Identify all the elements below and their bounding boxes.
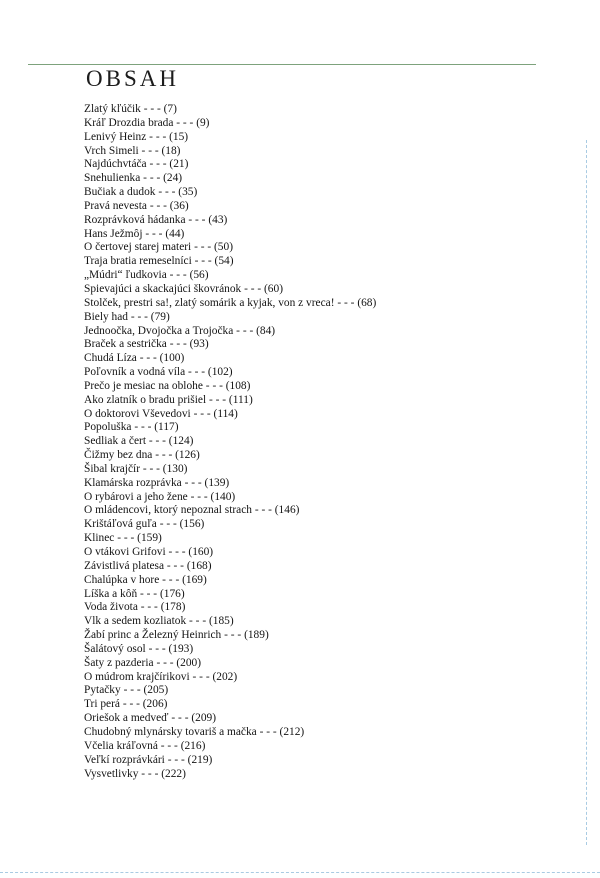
toc-entry-title: Snehulienka	[84, 172, 141, 185]
toc-entry-page: (126)	[175, 449, 200, 462]
toc-entry-title: Šalátový osol	[84, 642, 146, 655]
toc-entry-separator: - - -	[224, 629, 242, 642]
toc-entry-title: Lenivý Heinz	[84, 130, 147, 143]
toc-entry-separator: - - -	[205, 379, 223, 392]
toc-entry-title: Kráľ Drozdia brada	[84, 116, 174, 129]
toc-entry	[84, 103, 376, 117]
toc-entry-title: Žabí princ a Železný Heinrich	[84, 629, 222, 642]
toc-entry	[84, 297, 376, 311]
toc-entry-page: (189)	[244, 629, 269, 642]
toc-entry	[84, 269, 376, 283]
toc-entry-page: (102)	[207, 366, 233, 379]
toc-entry-separator: - - -	[140, 587, 158, 600]
toc-entry-page: (202)	[212, 670, 238, 683]
toc-entry	[84, 145, 376, 159]
toc-entry	[84, 338, 376, 352]
toc-entry-title: O čertovej starej materi	[84, 241, 192, 254]
toc-entry	[84, 504, 376, 518]
toc-entry-page: (222)	[161, 767, 186, 780]
toc-entry-title: Voda života	[84, 601, 138, 614]
toc-entry-page: (205)	[143, 684, 169, 697]
toc-entry-separator: - - -	[194, 255, 212, 268]
toc-entry-separator: - - -	[134, 421, 152, 434]
toc-entry-title: Chudá Líza	[84, 352, 137, 365]
toc-entry-title: Oriešok a medveď	[84, 712, 169, 725]
toc-entry-page: (219)	[187, 753, 213, 766]
toc-entry-title: O mládencovi, ktorý nepoznal strach	[84, 504, 252, 517]
toc-entry-page: (156)	[179, 518, 205, 531]
toc-entry	[84, 228, 376, 242]
toc-entry-separator: - - -	[171, 712, 189, 725]
toc-entry-separator: - - -	[169, 338, 187, 351]
toc-entry	[84, 491, 376, 505]
toc-entry	[84, 726, 376, 740]
toc-entry	[84, 574, 376, 588]
toc-entry-separator: - - -	[148, 435, 166, 448]
toc-entry-title: Prečo je mesiac na oblohe	[84, 379, 203, 392]
toc-entry-separator: - - -	[141, 767, 159, 780]
toc-entry	[84, 421, 376, 435]
toc-entry	[84, 186, 376, 200]
toc-entry	[84, 394, 376, 408]
toc-entry-title: Poľovník a vodná víla	[84, 366, 186, 379]
toc-entry-page: (24)	[163, 172, 183, 185]
toc-entry-page: (117)	[154, 421, 179, 434]
toc-entry	[84, 560, 376, 574]
toc-entry-separator: - - -	[160, 739, 178, 752]
toc-entry-separator: - - -	[194, 241, 212, 254]
toc-entry-page: (36)	[169, 199, 189, 212]
toc-entry-separator: - - -	[188, 213, 206, 226]
toc-entry-page: (79)	[150, 310, 170, 323]
toc-entry-separator: - - -	[117, 532, 135, 545]
toc-entry-separator: - - -	[337, 296, 355, 309]
toc-entry-separator: - - -	[149, 130, 167, 143]
toc-entry-title: Zlatý kľúčik	[84, 103, 141, 115]
toc-entry	[84, 629, 376, 643]
toc-entry	[84, 241, 376, 255]
toc-entry-title: Líška a kôň	[84, 587, 138, 600]
toc-entry-separator: - - -	[159, 518, 177, 531]
toc-entry-title: O rybárovi a jeho žene	[84, 490, 188, 503]
toc-entry-page: (100)	[159, 352, 185, 365]
toc-entry-title: Stolček, prestri sa!, zlatý somárik a kyjak, von z vreca!	[84, 296, 335, 309]
toc-entry-page: (18)	[161, 144, 181, 157]
toc-entry	[84, 325, 376, 339]
toc-entry-separator: - - -	[139, 352, 157, 365]
toc-entry-page: (193)	[168, 642, 194, 655]
toc-entry-separator: - - -	[176, 116, 194, 129]
toc-entry-title: Chalúpka v hore	[84, 573, 160, 586]
toc-entry-title: Pravá nevesta	[84, 199, 147, 212]
toc-entry	[84, 408, 376, 422]
toc-entry-title: Šibal krajčír	[84, 462, 140, 475]
toc-entry-page: (9)	[196, 116, 210, 129]
toc-entry	[84, 698, 376, 712]
toc-entry-separator: - - -	[192, 670, 210, 683]
toc-entry	[84, 366, 376, 380]
toc-entry-page: (93)	[189, 338, 209, 351]
toc-entry	[84, 158, 376, 172]
toc-entry-page: (124)	[168, 435, 194, 448]
toc-entry-page: (84)	[256, 324, 276, 337]
toc-entry	[84, 380, 376, 394]
toc-entry	[84, 643, 376, 657]
toc-entry-page: (21)	[169, 158, 189, 171]
toc-entry-title: Najdúchvtáča	[84, 158, 147, 171]
toc-entry-page: (206)	[142, 698, 168, 711]
toc-entry-title: Jednoočka, Dvojočka a Trojočka	[84, 324, 234, 337]
toc-entry	[84, 532, 376, 546]
toc-entry-separator: - - -	[169, 269, 187, 282]
toc-entry	[84, 671, 376, 685]
toc-entry	[84, 172, 376, 186]
toc-entry-title: Klamárska rozprávka	[84, 476, 182, 489]
right-margin-rule	[586, 140, 587, 845]
toc-entry	[84, 768, 376, 782]
toc-entry	[84, 214, 376, 228]
toc-entry-page: (60)	[264, 282, 283, 295]
toc-entry	[84, 657, 376, 671]
toc-entry-separator: - - -	[184, 476, 202, 489]
toc-entry-page: (200)	[176, 656, 202, 669]
toc-entry	[84, 588, 376, 602]
toc-entry-page: (176)	[159, 587, 185, 600]
toc-entry-page: (111)	[228, 393, 253, 406]
toc-entry-separator: - - -	[149, 158, 167, 171]
toc-entry-separator: - - -	[156, 656, 174, 669]
toc-entry-separator: - - -	[141, 144, 159, 157]
toc-entry-page: (146)	[274, 504, 300, 517]
toc-entry-title: „Múdri“ ľudkovia	[84, 269, 167, 282]
toc-entry-title: Tri perá	[84, 698, 120, 711]
toc-entry-separator: - - -	[122, 698, 140, 711]
toc-entry-separator: - - -	[149, 199, 167, 212]
toc-entry-separator: - - -	[143, 172, 161, 185]
toc-entry	[84, 684, 376, 698]
toc-entry-separator: - - -	[167, 753, 185, 766]
toc-entry-title: Veľkí rozprávkári	[84, 753, 165, 766]
toc-entry-page: (216)	[180, 739, 206, 752]
toc-entry-page: (209)	[191, 712, 217, 725]
toc-entry-separator: - - -	[208, 393, 227, 406]
toc-entry-title: O múdrom krajčírikovi	[84, 670, 190, 683]
toc-entry-page: (50)	[214, 241, 233, 254]
toc-entry-separator: - - -	[145, 227, 163, 240]
toc-entry-page: (168)	[186, 559, 212, 572]
toc-entry	[84, 311, 376, 325]
toc-entry	[84, 283, 376, 297]
toc-entry-page: (68)	[357, 296, 377, 309]
toc-entry-page: (43)	[208, 213, 228, 226]
toc-entry-separator: - - -	[123, 684, 141, 697]
toc-entry-title: Braček a sestrička	[84, 338, 167, 351]
toc-entry-page: (212)	[279, 725, 305, 738]
toc-entry-separator: - - -	[130, 310, 148, 323]
toc-entry	[84, 200, 376, 214]
toc-entry-page: (169)	[182, 573, 207, 586]
toc-entry-title: Čižmy bez dna	[84, 449, 153, 462]
toc-entry-title: Spievajúci a skackajúci škovránok	[84, 282, 242, 295]
toc-entry-title: Vysvetlivky	[84, 767, 139, 780]
toc-entry	[84, 754, 376, 768]
toc-entry-separator: - - -	[236, 324, 254, 337]
toc-entry-page: (15)	[169, 130, 189, 143]
toc-entry-title: Krištáľová guľa	[84, 518, 157, 531]
toc-entry-title: Hans Ježmôj	[84, 227, 143, 240]
toc-entry-page: (108)	[225, 379, 251, 392]
toc-entry	[84, 477, 376, 491]
toc-entry-separator: - - -	[140, 601, 158, 614]
toc-entry-title: Biely had	[84, 310, 128, 323]
toc-entry	[84, 352, 376, 366]
toc-entry	[84, 546, 376, 560]
toc-entry-page: (114)	[213, 407, 238, 420]
toc-entry-page: (178)	[160, 601, 186, 614]
toc-entry-separator: - - -	[259, 725, 277, 738]
toc-entry-page: (160)	[188, 546, 214, 558]
toc-entry	[84, 463, 376, 477]
toc-entry-title: Závistlivá platesa	[84, 559, 165, 572]
toc-entry-page: (130)	[162, 462, 188, 475]
toc-entry-title: Vlk a sedem kozliatok	[84, 615, 187, 628]
toc-entry	[84, 518, 376, 532]
table-of-contents	[84, 103, 376, 781]
toc-entry-title: Popoluška	[84, 421, 132, 434]
toc-entry-page: (54)	[214, 255, 234, 268]
toc-entry-title: Pytačky	[84, 684, 121, 697]
toc-entry-page: (139)	[204, 476, 230, 489]
toc-entry-page: (159)	[137, 532, 162, 545]
toc-entry	[84, 712, 376, 726]
toc-entry-separator: - - -	[187, 366, 206, 379]
top-rule	[28, 64, 536, 65]
toc-entry-page: (140)	[210, 490, 236, 503]
toc-entry-title: Včelia kráľovná	[84, 739, 158, 752]
toc-entry-separator: - - -	[155, 449, 173, 462]
toc-entry-separator: - - -	[189, 615, 207, 628]
toc-entry-separator: - - -	[244, 282, 262, 295]
toc-entry-separator: - - -	[158, 186, 176, 199]
contents-heading: OBSAH	[86, 66, 179, 91]
toc-entry-title: Vrch Simeli	[84, 144, 139, 157]
toc-entry-page: (7)	[163, 103, 177, 115]
bottom-margin-rule	[0, 872, 600, 873]
toc-entry-separator: - - -	[148, 642, 166, 655]
toc-entry-title: Šaty z pazderia	[84, 656, 154, 669]
toc-entry-title: Sedliak a čert	[84, 435, 146, 448]
toc-entry-title: Ako zlatník o bradu prišiel	[84, 393, 207, 406]
toc-entry-page: (56)	[189, 269, 209, 282]
toc-entry-title: Bučiak a dudok	[84, 186, 156, 199]
toc-entry-separator: - - -	[168, 546, 186, 558]
toc-entry-separator: - - -	[142, 462, 160, 475]
toc-entry-title: Rozprávková hádanka	[84, 213, 186, 226]
toc-entry-separator: - - -	[190, 490, 208, 503]
toc-entry	[84, 601, 376, 615]
toc-entry-title: Klinec	[84, 532, 115, 545]
toc-entry	[84, 131, 376, 145]
toc-entry	[84, 255, 376, 269]
toc-entry	[84, 615, 376, 629]
toc-entry-separator: - - -	[254, 504, 272, 517]
toc-entry-title: O vtákovi Grifovi	[84, 546, 166, 558]
toc-entry	[84, 740, 376, 754]
toc-entry-separator: - - -	[193, 407, 211, 420]
toc-entry	[84, 449, 376, 463]
toc-entry-title: Traja bratia remeselníci	[84, 255, 192, 268]
toc-entry-page: (44)	[165, 227, 185, 240]
toc-entry-title: O doktorovi Vševedovi	[84, 407, 191, 420]
toc-entry	[84, 435, 376, 449]
toc-entry	[84, 117, 376, 131]
toc-entry-page: (185)	[208, 615, 234, 628]
toc-entry-separator: - - -	[162, 573, 180, 586]
toc-entry-title: Chudobný mlynársky tovariš a mačka	[84, 725, 257, 738]
toc-entry-page: (35)	[178, 186, 198, 199]
toc-entry-separator: - - -	[166, 559, 184, 572]
toc-entry-separator: - - -	[143, 103, 161, 115]
